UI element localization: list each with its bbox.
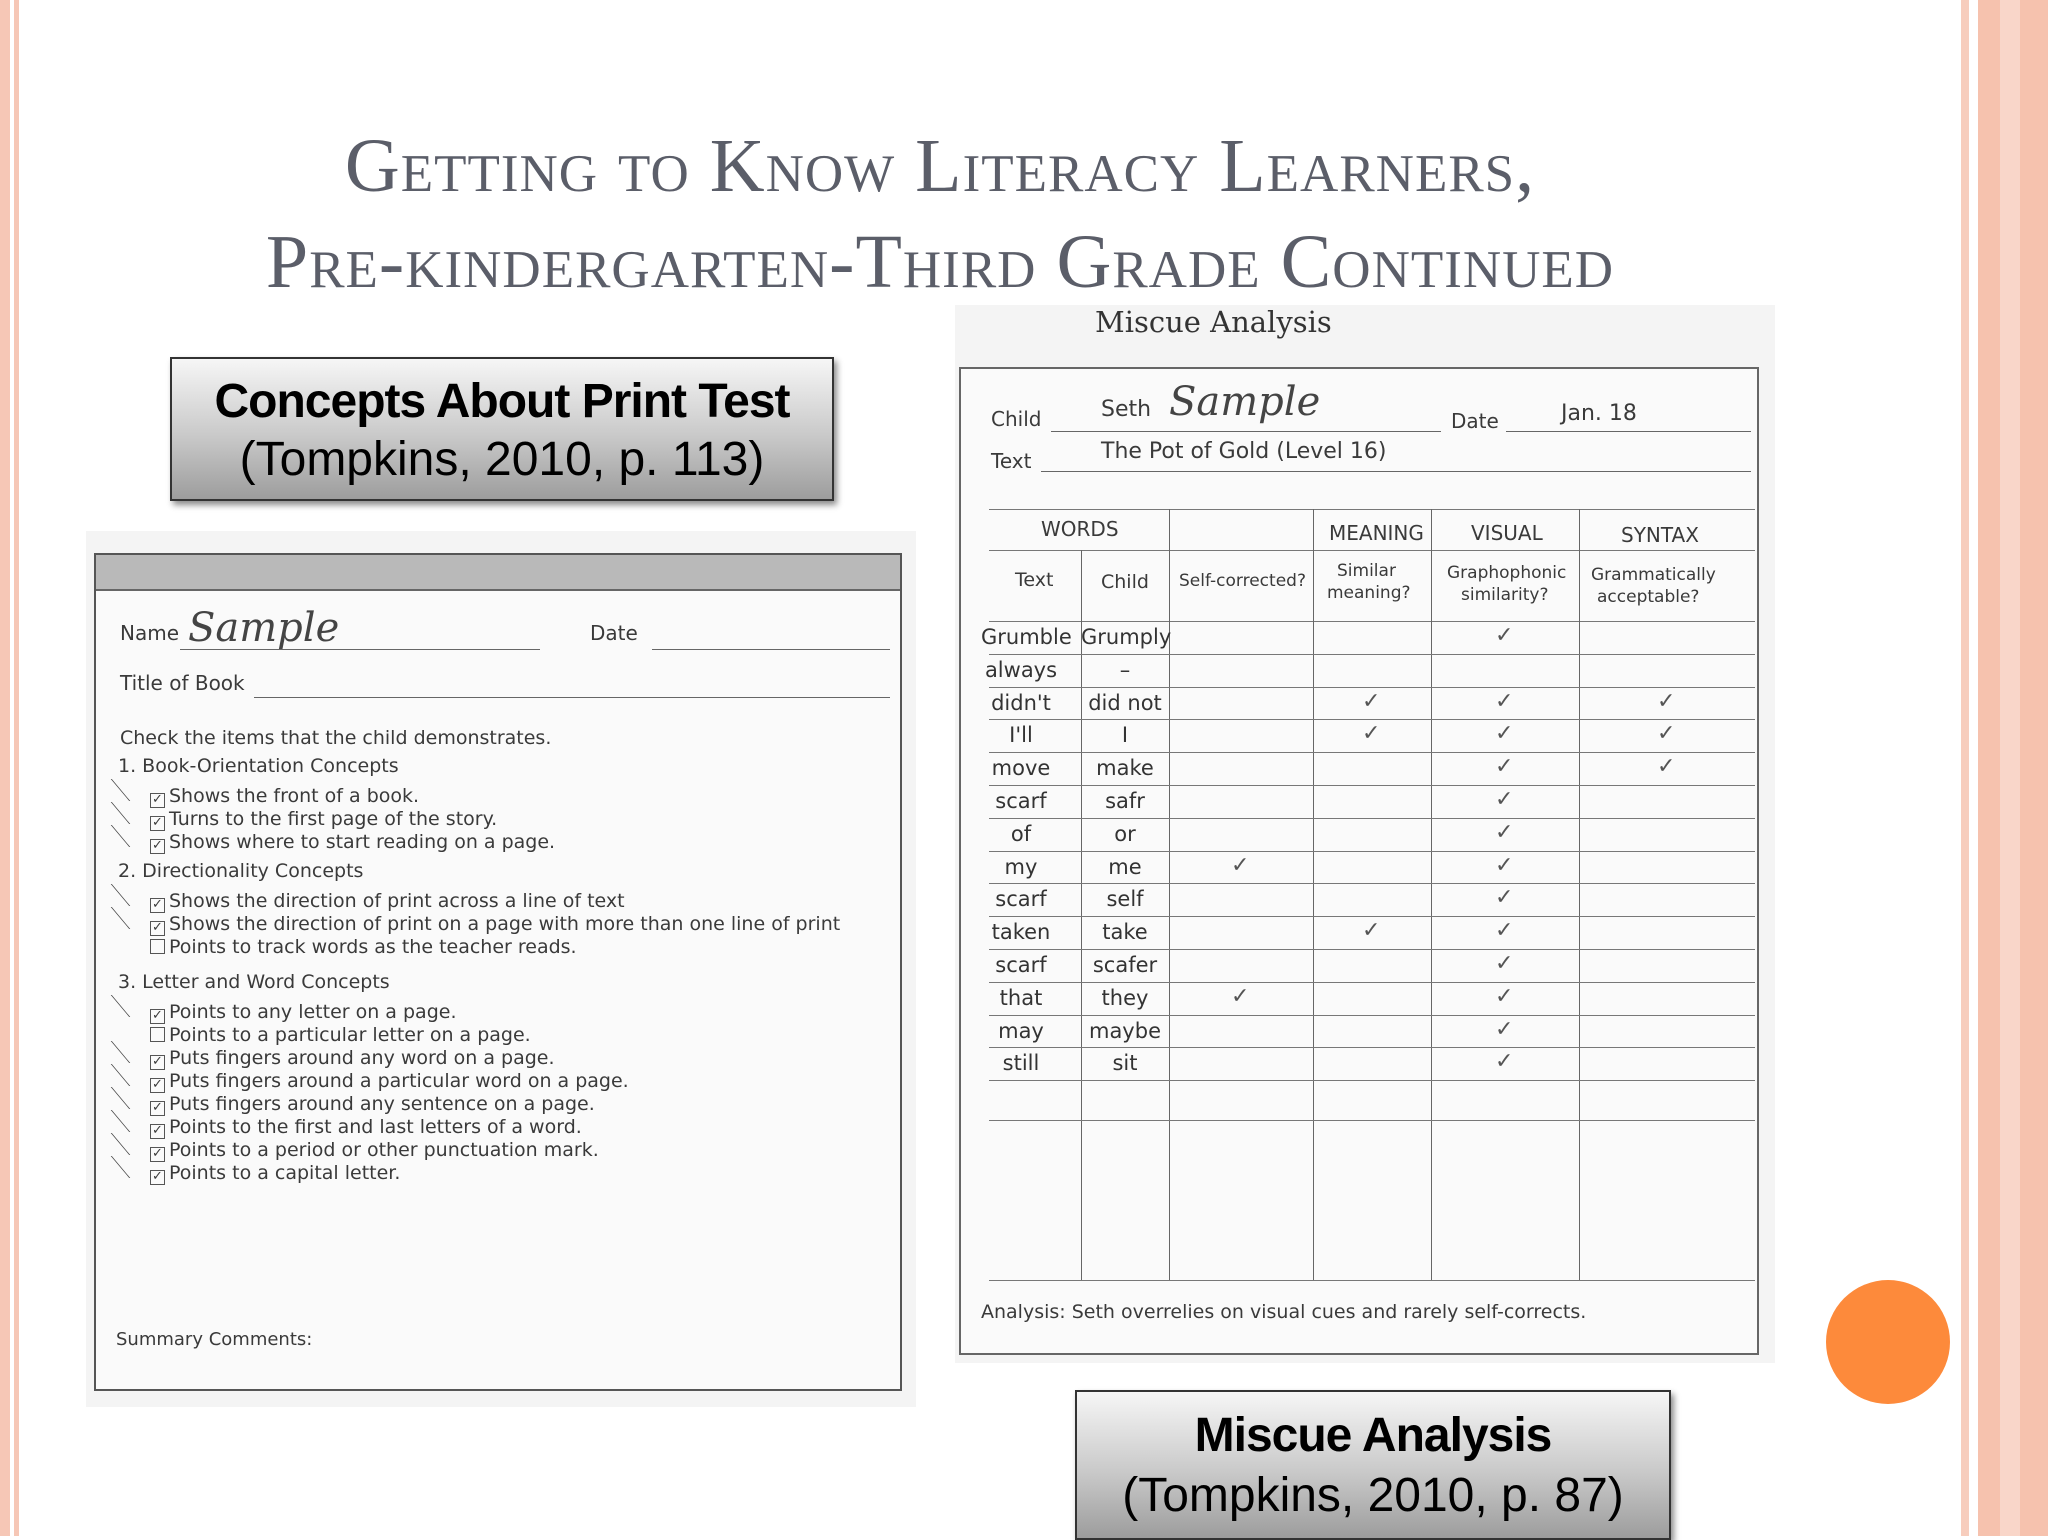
- miscue-cell-child: scafer: [1092, 953, 1158, 977]
- miscue-row-line: [989, 916, 1755, 917]
- checked-box-icon: ✓: [150, 1078, 165, 1093]
- checked-box-icon: ✓: [150, 1170, 165, 1185]
- miscue-sub-child: Child: [1101, 571, 1149, 593]
- miscue-cell-child: –: [1119, 657, 1131, 682]
- miscue-analysis-label-citation: (Tompkins, 2010, p. 87): [1122, 1469, 1624, 1522]
- miscue-date-line: [1506, 431, 1751, 432]
- concepts-about-print-form-image: [86, 531, 916, 1407]
- miscue-sub-syntax-2: acceptable?: [1597, 587, 1700, 607]
- checked-box-icon: ✓: [150, 898, 165, 913]
- cap-date-label: Date: [590, 621, 638, 645]
- miscue-cell-text: may: [998, 1018, 1044, 1043]
- checked-box-icon: ✓: [150, 839, 165, 854]
- miscue-cell-child: Grumply: [1081, 625, 1172, 649]
- check-mark-icon: ✓: [1231, 983, 1250, 1009]
- miscue-child-handwritten: Sample: [1169, 379, 1321, 425]
- pencil-tick-mark: [111, 995, 166, 1017]
- miscue-col-meaning: MEANING: [1329, 521, 1424, 545]
- miscue-text-label: Text: [991, 449, 1032, 473]
- cap-checklist-item: [150, 1047, 555, 1070]
- miscue-analysis-label: [1075, 1390, 1671, 1540]
- cap-checklist-item: [150, 1024, 531, 1046]
- miscue-row-line: [989, 687, 1755, 688]
- miscue-analysis-form-image: [955, 305, 1775, 1363]
- pencil-tick-mark: [111, 779, 166, 801]
- miscue-row-line: [989, 851, 1755, 852]
- checked-box-icon: ✓: [150, 1124, 165, 1139]
- cap-name-handwritten: Sample: [188, 605, 340, 651]
- cap-checklist-item: [150, 808, 497, 831]
- miscue-cell-text: scarf: [995, 953, 1047, 977]
- miscue-cell-child: take: [1102, 920, 1148, 945]
- miscue-date-value: Jan. 18: [1561, 401, 1637, 426]
- concepts-about-print-label-citation: (Tompkins, 2010, p. 113): [239, 433, 765, 486]
- miscue-subheader-line: [989, 621, 1755, 622]
- cap-checklist-item: [150, 913, 840, 936]
- miscue-cell-child: me: [1108, 854, 1142, 879]
- miscue-row-line: [989, 1015, 1755, 1016]
- miscue-form-frame: [959, 367, 1759, 1355]
- miscue-sub-syntax-1: Grammatically: [1591, 565, 1716, 585]
- check-mark-icon: ✓: [1657, 688, 1676, 714]
- cap-checklist-item-text: Shows where to start reading on a page.: [169, 831, 556, 853]
- miscue-date-label: Date: [1451, 409, 1499, 433]
- miscue-sub-meaning-1: Similar: [1337, 561, 1396, 581]
- check-mark-icon: ✓: [1495, 951, 1514, 976]
- miscue-text-value: The Pot of Gold (Level 16): [1101, 439, 1387, 464]
- miscue-child-print: Seth: [1101, 397, 1152, 422]
- check-mark-icon: ✓: [1495, 623, 1514, 648]
- cap-form-frame: [94, 553, 902, 1391]
- slide-border-right-thin: [1961, 0, 1969, 1536]
- miscue-vline-meaning-visual: [1431, 509, 1432, 1280]
- miscue-col-syntax: SYNTAX: [1621, 523, 1699, 547]
- check-mark-icon: ✓: [1362, 688, 1381, 714]
- miscue-row-line: [989, 785, 1755, 786]
- cap-checklist-item-text: Points to a period or other punctuation mark.: [169, 1139, 599, 1161]
- cap-title-of-book-label: Title of Book: [120, 671, 245, 695]
- cap-checklist-item-text: Puts fingers around any sentence on a page.: [169, 1093, 595, 1115]
- cap-checklist-item-text: Puts fingers around a particular word on a page.: [169, 1070, 629, 1092]
- cap-name-label: Name: [120, 621, 180, 645]
- miscue-cell-text: I'll: [1009, 723, 1033, 748]
- slide-title-line-2: Pre-kindergarten-Third Grade Continued: [265, 220, 1615, 304]
- cap-checklist-item: [150, 785, 419, 808]
- miscue-row-line: [989, 982, 1755, 983]
- miscue-sub-meaning-2: meaning?: [1327, 583, 1411, 603]
- miscue-cell-text: scarf: [995, 887, 1047, 912]
- cap-checklist-item: [150, 1139, 599, 1162]
- check-mark-icon: ✓: [1495, 983, 1514, 1009]
- miscue-child-label: Child: [991, 407, 1042, 431]
- cap-summary-label: Summary Comments:: [116, 1329, 313, 1350]
- miscue-header-line: [989, 550, 1755, 551]
- cap-name-line: [180, 649, 540, 650]
- check-mark-icon: ✓: [1495, 688, 1514, 714]
- empty-box-icon: [150, 1027, 165, 1042]
- miscue-cell-child: or: [1114, 821, 1136, 846]
- miscue-table-bottom-line: [989, 1280, 1755, 1281]
- miscue-cell-text: always: [984, 657, 1058, 682]
- concepts-about-print-label-title: Concepts About Print Test: [214, 375, 790, 428]
- cap-checklist-item: [150, 1001, 457, 1024]
- check-mark-icon: ✓: [1362, 918, 1381, 944]
- checked-box-icon: ✓: [150, 793, 165, 808]
- cap-checklist-item-text: Points to a particular letter on a page.: [169, 1024, 531, 1046]
- miscue-cell-text: my: [1004, 854, 1038, 879]
- miscue-vline-self-meaning: [1313, 509, 1314, 1280]
- miscue-cell-child: safr: [1105, 789, 1145, 813]
- miscue-cell-child: they: [1101, 985, 1149, 1010]
- miscue-cell-text: didn't: [991, 690, 1051, 715]
- cap-checklist-item-text: Shows the direction of print across a line of text: [169, 890, 625, 912]
- miscue-row-line: [989, 1047, 1755, 1048]
- slide-border-right-light: [2000, 0, 2020, 1536]
- slide-title-line-1: Getting to Know Literacy Learners,: [344, 124, 1536, 208]
- miscue-cell-text: Grumble: [981, 625, 1072, 649]
- checked-box-icon: ✓: [150, 1101, 165, 1116]
- check-mark-icon: ✓: [1495, 1049, 1514, 1075]
- miscue-col-words: WORDS: [1041, 517, 1119, 541]
- slide-title: [120, 118, 1760, 310]
- miscue-row-line: [989, 883, 1755, 884]
- miscue-cell-child: maybe: [1088, 1018, 1161, 1043]
- cap-checklist-item: [150, 1162, 400, 1185]
- cap-section-heading: 2. Directionality Concepts: [118, 860, 364, 882]
- check-mark-icon: ✓: [1495, 819, 1514, 845]
- miscue-row-line: [989, 1080, 1755, 1081]
- empty-box-icon: [150, 939, 165, 954]
- concepts-about-print-label: [170, 357, 834, 501]
- cap-checklist-item-text: Shows the direction of print on a page with more than one line of print: [169, 913, 841, 935]
- checked-box-icon: ✓: [150, 1009, 165, 1024]
- cap-checklist-item: [150, 936, 577, 958]
- check-mark-icon: ✓: [1495, 721, 1514, 747]
- cap-checklist-item-text: Shows the front of a book.: [169, 785, 420, 807]
- cap-checklist-item: [150, 1070, 629, 1093]
- miscue-row-line: [989, 949, 1755, 950]
- miscue-col-visual: VISUAL: [1471, 521, 1543, 545]
- miscue-row-line: [989, 654, 1755, 655]
- miscue-row-line: [989, 818, 1755, 819]
- miscue-analysis-label-title: Miscue Analysis: [1194, 1409, 1552, 1462]
- checked-box-icon: ✓: [150, 816, 165, 831]
- miscue-cell-child: I: [1121, 723, 1129, 748]
- miscue-cell-text: scarf: [995, 789, 1047, 813]
- cap-checklist-item-text: Points to a capital letter.: [169, 1162, 401, 1184]
- miscue-cell-text: of: [1010, 821, 1032, 846]
- cap-checklist-item: [150, 1093, 595, 1116]
- cap-checklist-item-text: Points to track words as the teacher reads.: [169, 936, 577, 958]
- check-mark-icon: ✓: [1495, 754, 1514, 780]
- checked-box-icon: ✓: [150, 1055, 165, 1070]
- miscue-sub-visual-1: Graphophonic: [1447, 563, 1567, 583]
- miscue-cell-child: did not: [1088, 690, 1162, 715]
- miscue-cell-child: self: [1106, 887, 1144, 912]
- miscue-cell-text: still: [1002, 1051, 1040, 1076]
- checked-box-icon: ✓: [150, 1147, 165, 1162]
- miscue-sub-selfcorrected: Self-corrected?: [1179, 571, 1306, 591]
- miscue-row-line: [989, 752, 1755, 753]
- cap-checklist-item-text: Points to any letter on a page.: [169, 1001, 457, 1023]
- cap-title-line: [254, 697, 890, 698]
- cap-instructions: Check the items that the child demonstrates.: [120, 727, 552, 749]
- miscue-cell-text: move: [991, 756, 1051, 781]
- check-mark-icon: ✓: [1657, 754, 1676, 780]
- check-mark-icon: ✓: [1495, 852, 1514, 878]
- miscue-vline-visual-syntax: [1579, 509, 1580, 1280]
- check-mark-icon: ✓: [1231, 852, 1250, 878]
- check-mark-icon: ✓: [1495, 1016, 1514, 1042]
- decorative-orange-circle: [1826, 1280, 1950, 1404]
- miscue-cell-child: make: [1096, 756, 1154, 781]
- miscue-row-line: [989, 1120, 1755, 1121]
- check-mark-icon: ✓: [1657, 721, 1676, 747]
- miscue-cell-text: taken: [991, 920, 1051, 945]
- cap-checklist-item-text: Points to the first and last letters of a word.: [169, 1116, 582, 1138]
- miscue-sub-text: Text: [1015, 569, 1054, 591]
- cap-checklist-item-text: Turns to the first page of the story.: [169, 808, 498, 830]
- checked-box-icon: ✓: [150, 921, 165, 936]
- miscue-sub-visual-2: similarity?: [1461, 585, 1549, 605]
- cap-checklist-item-text: Puts fingers around any word on a page.: [169, 1047, 555, 1069]
- check-mark-icon: ✓: [1362, 721, 1381, 747]
- slide-border-left: [0, 0, 10, 1536]
- cap-section-heading: 1. Book-Orientation Concepts: [118, 755, 399, 777]
- cap-checklist-item: [150, 1116, 582, 1139]
- miscue-table-top-line: [989, 509, 1755, 510]
- cap-form-header-bar: [96, 555, 900, 591]
- miscue-form-title: Miscue Analysis: [1095, 305, 1332, 339]
- pencil-tick-mark: [111, 884, 166, 906]
- miscue-child-line: [1051, 431, 1441, 432]
- miscue-analysis-note: Analysis: Seth overrelies on visual cues and rarely self-corrects.: [981, 1301, 1587, 1323]
- miscue-cell-child: sit: [1112, 1051, 1138, 1076]
- cap-checklist-item: [150, 890, 625, 913]
- slide-border-left-thin: [14, 0, 19, 1536]
- check-mark-icon: ✓: [1495, 918, 1514, 944]
- miscue-row-line: [989, 719, 1755, 720]
- cap-section-heading: 3. Letter and Word Concepts: [118, 971, 390, 993]
- cap-checklist-item: [150, 831, 555, 854]
- miscue-text-line: [1041, 471, 1751, 472]
- cap-date-line: [652, 649, 890, 650]
- check-mark-icon: ✓: [1495, 787, 1514, 812]
- miscue-cell-text: that: [999, 985, 1043, 1010]
- check-mark-icon: ✓: [1495, 885, 1514, 911]
